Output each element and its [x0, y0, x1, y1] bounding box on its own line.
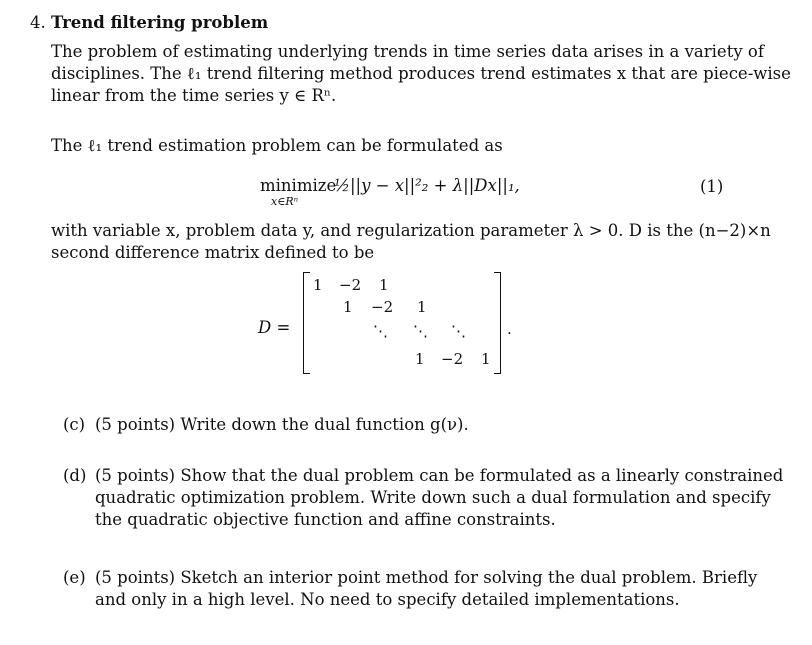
matrix-dots: ⋱ — [373, 322, 388, 340]
part-d-line-1: (5 points) Show that the dual problem can be formulated as a linearly constrained — [95, 466, 784, 485]
part-e-line-2: and only in a high level. No need to specify detailed implementations. — [95, 590, 680, 609]
matrix-dots: ⋱ — [451, 322, 466, 340]
part-c-line-1: (5 points) Write down the dual function g(ν). — [95, 415, 469, 434]
matrix-cell: 1 — [343, 298, 353, 316]
right-bracket — [494, 272, 501, 374]
equation-sub: x∈Rⁿ — [271, 195, 299, 208]
matrix-cell: 1 — [379, 276, 389, 294]
matrix — [303, 272, 515, 374]
matrix-cell: 1 — [417, 298, 427, 316]
part-e-label: (e) — [63, 568, 86, 587]
left-bracket — [303, 272, 310, 374]
matrix-cell: −2 — [371, 298, 394, 316]
matrix-cell: 1 — [313, 276, 323, 294]
problem-title: Trend filtering problem — [51, 13, 269, 32]
part-c-label: (c) — [63, 415, 86, 434]
matrix-cell: 1 — [415, 350, 425, 368]
equation-expr: ½||y − x||²₂ + λ||Dx||₁, — [334, 176, 520, 195]
part-e-line-1: (5 points) Sketch an interior point method for solving the dual problem. Briefly — [95, 568, 758, 587]
intro-line-3: linear from the time series y ∈ Rⁿ. — [51, 86, 337, 105]
intro-line-2: disciplines. The ℓ₁ trend filtering method produces trend estimates x that are piece-wise — [51, 64, 791, 83]
formulation-line: The ℓ₁ trend estimation problem can be formulated as — [51, 136, 503, 155]
variable-line-2: second difference matrix defined to be — [51, 243, 375, 262]
part-d-label: (d) — [63, 466, 87, 485]
matrix-cell: −2 — [441, 350, 464, 368]
problem-number: 4. — [30, 13, 46, 32]
matrix-dots: ⋱ — [413, 322, 428, 340]
intro-line-1: The problem of estimating underlying trends in time series data arises in a variety of — [51, 42, 764, 61]
equation-op: minimize — [260, 176, 337, 195]
matrix-trailing-period: . — [507, 320, 512, 338]
part-d-line-2: quadratic optimization problem. Write down such a dual formulation and specify — [95, 488, 771, 507]
matrix-cell: 1 — [481, 350, 491, 368]
part-d-line-3: the quadratic objective function and affine constraints. — [95, 510, 556, 529]
matrix-cell: −2 — [339, 276, 362, 294]
matrix-label: D = — [258, 318, 291, 337]
variable-line-1: with variable x, problem data y, and regularization parameter λ > 0. D is the (n−2)×n — [51, 221, 771, 240]
equation-number: (1) — [700, 177, 724, 196]
